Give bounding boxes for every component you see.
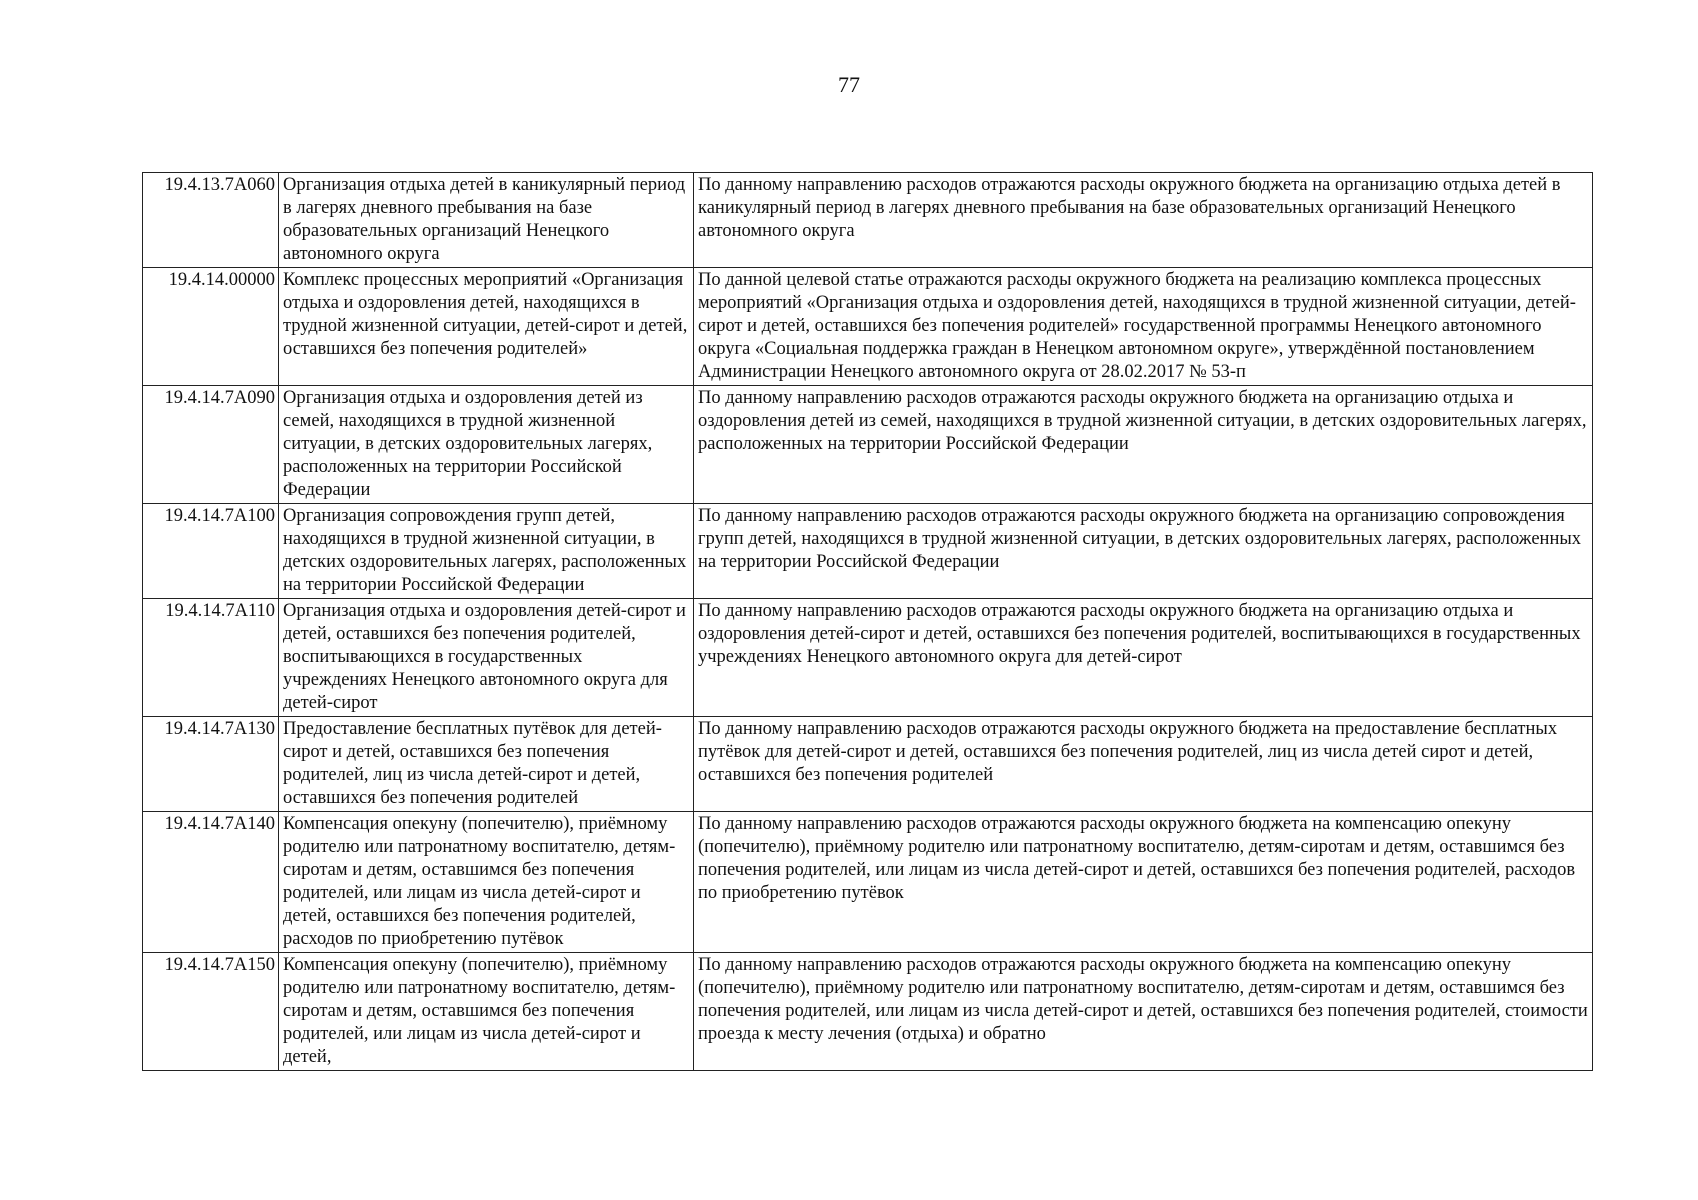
row-name: Организация отдыха и оздоровления детей-сирот и детей, оставшихся без попечения родителей, воспитывающихся в государственных учреждениях Ненецкого автономного округа для детей-сирот [279,599,694,717]
row-description: По данному направлению расходов отражаются расходы окружного бюджета на компенсацию опекуну (попечителю), приёмному родителю или патронатному воспитателю, детям-сиротам и детям, оставшимся без попечения родителей, или лицам из числа детей-сирот и детей, оставшихся без попечения родителей, расходов по приобретению путёвок [694,812,1593,953]
row-name: Комплекс процессных мероприятий «Организация отдыха и оздоровления детей, находящихся в трудной жизненной ситуации, детей-сирот и детей, оставшихся без попечения родителей» [279,268,694,386]
row-name: Предоставление бесплатных путёвок для детей-сирот и детей, оставшихся без попечения родителей, лиц из числа детей-сирот и детей, оставшихся без попечения родителей [279,717,694,812]
row-name: Компенсация опекуну (попечителю), приёмному родителю или патронатному воспитателю, детям-сиротам и детям, оставшимся без попечения родителей, или лицам из числа детей-сирот и детей, оставшихся без попечения родителей, расходов по приобретению путёвок [279,812,694,953]
table-row [143,953,1593,1071]
row-code: 19.4.14.7А140 [143,812,279,953]
table-row [143,717,1593,812]
row-description: По данному направлению расходов отражаются расходы окружного бюджета на организацию отдыха и оздоровления детей-сирот и детей, оставшихся без попечения родителей, воспитывающихся в государственных учреждениях Ненецкого автономного округа для детей-сирот [694,599,1593,717]
table-row [143,173,1593,268]
row-description: По данному направлению расходов отражаются расходы окружного бюджета на организацию отдыха детей в каникулярный период в лагерях дневного пребывания на базе образовательных организаций Ненецкого автономного округа [694,173,1593,268]
row-code: 19.4.14.7А130 [143,717,279,812]
table-row [143,812,1593,953]
table-row [143,386,1593,504]
row-description: По данному направлению расходов отражаются расходы окружного бюджета на организацию отдыха и оздоровления детей из семей, находящихся в трудной жизненной ситуации, в детских оздоровительных лагерях, расположенных на территории Российской Федерации [694,386,1593,504]
row-description: По данной целевой статье отражаются расходы окружного бюджета на реализацию комплекса процессных мероприятий «Организация отдыха и оздоровления детей, находящихся в трудной жизненной ситуации, детей-сирот и детей, оставшихся без попечения родителей» государственной программы Ненецкого автономного округа «Социальная поддержка граждан в Ненецком автономном округе», утверждённой постановлением Администрации Ненецкого автономного округа от 28.02.2017 № 53-п [694,268,1593,386]
row-name: Организация сопровождения групп детей, находящихся в трудной жизненной ситуации, в детских оздоровительных лагерях, расположенных на территории Российской Федерации [279,504,694,599]
row-code: 19.4.14.7А100 [143,504,279,599]
row-code: 19.4.14.7А110 [143,599,279,717]
row-code: 19.4.14.7А090 [143,386,279,504]
row-code: 19.4.14.00000 [143,268,279,386]
row-code: 19.4.13.7А060 [143,173,279,268]
row-name: Организация отдыха детей в каникулярный период в лагерях дневного пребывания на базе образовательных организаций Ненецкого автономного округа [279,173,694,268]
row-description: По данному направлению расходов отражаются расходы окружного бюджета на предоставление бесплатных путёвок для детей-сирот и детей, оставшихся без попечения родителей, лиц из числа детей сирот и детей, оставшихся без попечения родителей [694,717,1593,812]
budget-classification-table [142,172,1593,1071]
page-number: 77 [838,72,860,97]
table-row [143,599,1593,717]
table-row [143,268,1593,386]
row-description: По данному направлению расходов отражаются расходы окружного бюджета на компенсацию опекуну (попечителю), приёмному родителю или патронатному воспитателю, детям-сиротам и детям, оставшимся без попечения родителей, или лицам из числа детей-сирот и детей, оставшихся без попечения родителей, стоимости проезда к месту лечения (отдыха) и обратно [694,953,1593,1071]
row-name: Компенсация опекуну (попечителю), приёмному родителю или патронатному воспитателю, детям-сиротам и детям, оставшимся без попечения родителей, или лицам из числа детей-сирот и детей, [279,953,694,1071]
table-row [143,504,1593,599]
row-name: Организация отдыха и оздоровления детей из семей, находящихся в трудной жизненной ситуации, в детских оздоровительных лагерях, расположенных на территории Российской Федерации [279,386,694,504]
row-description: По данному направлению расходов отражаются расходы окружного бюджета на организацию сопровождения групп детей, находящихся в трудной жизненной ситуации, в детских оздоровительных лагерях, расположенных на территории Российской Федерации [694,504,1593,599]
row-code: 19.4.14.7А150 [143,953,279,1071]
